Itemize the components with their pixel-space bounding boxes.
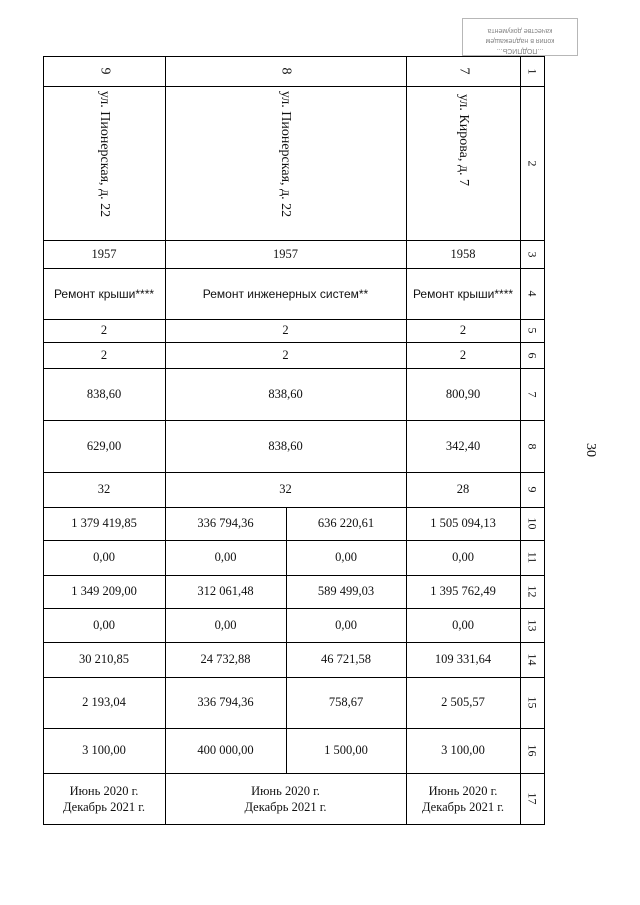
year-cell: 1957 [273,246,298,261]
floors-cell: 2 [282,323,289,337]
address-cell: ул. Пионерская, д. 22 [278,90,294,218]
term-start: Июнь 2020 г. [428,783,498,798]
work-type-cell: Ремонт крыши**** [53,286,155,301]
row-number: 5 [525,327,540,334]
floors-cell: 2 [459,323,467,337]
value-cell: 0,00 [452,550,474,564]
value-cell: 0,00 [214,617,237,632]
row-number: 8 [525,443,540,449]
value-cell: 400 000,00 [197,743,254,757]
row-number: 2 [525,160,540,166]
table-rule [43,86,545,87]
value-cell: 1 349 209,00 [71,584,137,598]
term-cell [165,773,406,824]
row-number: 1 [525,68,540,74]
total-area-cell: 838,60 [86,386,122,401]
cost-cell: 1 379 419,85 [71,516,137,530]
living-area-cell: 838,60 [268,438,303,453]
work-type-cell: Ремонт инженерных систем** [202,286,369,301]
row-number: 12 [525,585,540,598]
row-number: 7 [525,391,540,397]
term-start: Июнь 2020 г. [251,783,320,798]
certification-stamp [462,18,578,56]
living-area-cell: 342,40 [445,438,481,453]
term-cell [406,773,520,824]
row-number: 10 [525,517,540,530]
value-cell: 312 061,48 [197,584,254,598]
cost-cell: 336 794,36 [197,516,254,530]
address-cell: ул. Пионерская, д. 22 [97,90,113,218]
value-cell: 0,00 [214,550,237,564]
row-number: 6 [525,352,540,358]
entrances-cell: 2 [282,347,289,362]
value-cell: 3 100,00 [441,743,485,757]
value-cell: 30 210,85 [79,652,129,666]
floors-cell: 2 [100,323,108,337]
column-number: 9 [97,67,112,75]
value-cell: 2 193,04 [82,695,126,709]
value-cell: 0,00 [93,617,115,632]
row-number: 17 [525,792,540,805]
row-number: 4 [525,290,540,297]
term-end: Декабрь 2021 г. [62,799,146,814]
residents-cell: 32 [97,482,111,496]
column-number: 7 [456,67,471,75]
residents-cell: 28 [456,482,470,496]
cost-cell: 636 220,61 [317,516,375,530]
value-cell: 1 395 762,49 [430,584,496,598]
cost-cell: 1 505 094,13 [430,516,496,530]
residents-cell: 32 [279,482,292,496]
value-cell: 3 100,00 [82,743,126,757]
stamp-line: копия в надлежащем [485,37,555,44]
table-border-bottom [43,824,545,825]
year-cell: 1957 [91,246,117,261]
value-cell: 109 331,64 [434,652,492,666]
row-number: 9 [525,486,540,493]
row-number: 13 [525,619,540,631]
value-cell: 2 505,57 [441,695,485,709]
value-cell: 0,00 [335,617,357,632]
value-cell: 336 794,36 [197,695,254,709]
value-cell: 24 732,88 [200,652,251,666]
value-cell: 758,67 [328,695,364,709]
value-cell: 0,00 [93,550,115,564]
stamp-line: качестве документа [487,27,553,34]
term-end: Декабрь 2021 г. [421,799,505,814]
year-cell: 1958 [450,246,476,261]
row-number: 11 [525,551,540,564]
row-number: 3 [525,251,540,257]
total-area-cell: 838,60 [268,386,303,401]
total-area-cell: 800,90 [445,386,481,401]
entrances-cell: 2 [100,347,108,362]
work-type-cell: Ремонт крыши**** [412,286,514,301]
term-end: Декабрь 2021 г. [244,799,327,814]
value-cell: 1 500,00 [324,743,368,757]
entrances-cell: 2 [459,347,467,362]
row-number: 16 [525,744,540,757]
term-start: Июнь 2020 г. [69,783,139,798]
page-number: 30 [583,443,598,457]
stamp-line: ...ПОДПИСЬ... [496,47,544,54]
living-area-cell: 629,00 [86,438,122,453]
term-cell [43,773,165,824]
address-cell: ул. Кирова, д. 7 [456,94,471,186]
value-cell: 0,00 [452,617,474,632]
value-cell: 589 499,03 [317,584,375,598]
row-number: 14 [525,653,540,666]
row-number: 15 [525,696,540,709]
table-border-right [544,56,545,825]
value-cell: 0,00 [335,550,357,564]
value-cell: 46 721,58 [321,652,371,666]
column-number: 8 [278,67,294,75]
